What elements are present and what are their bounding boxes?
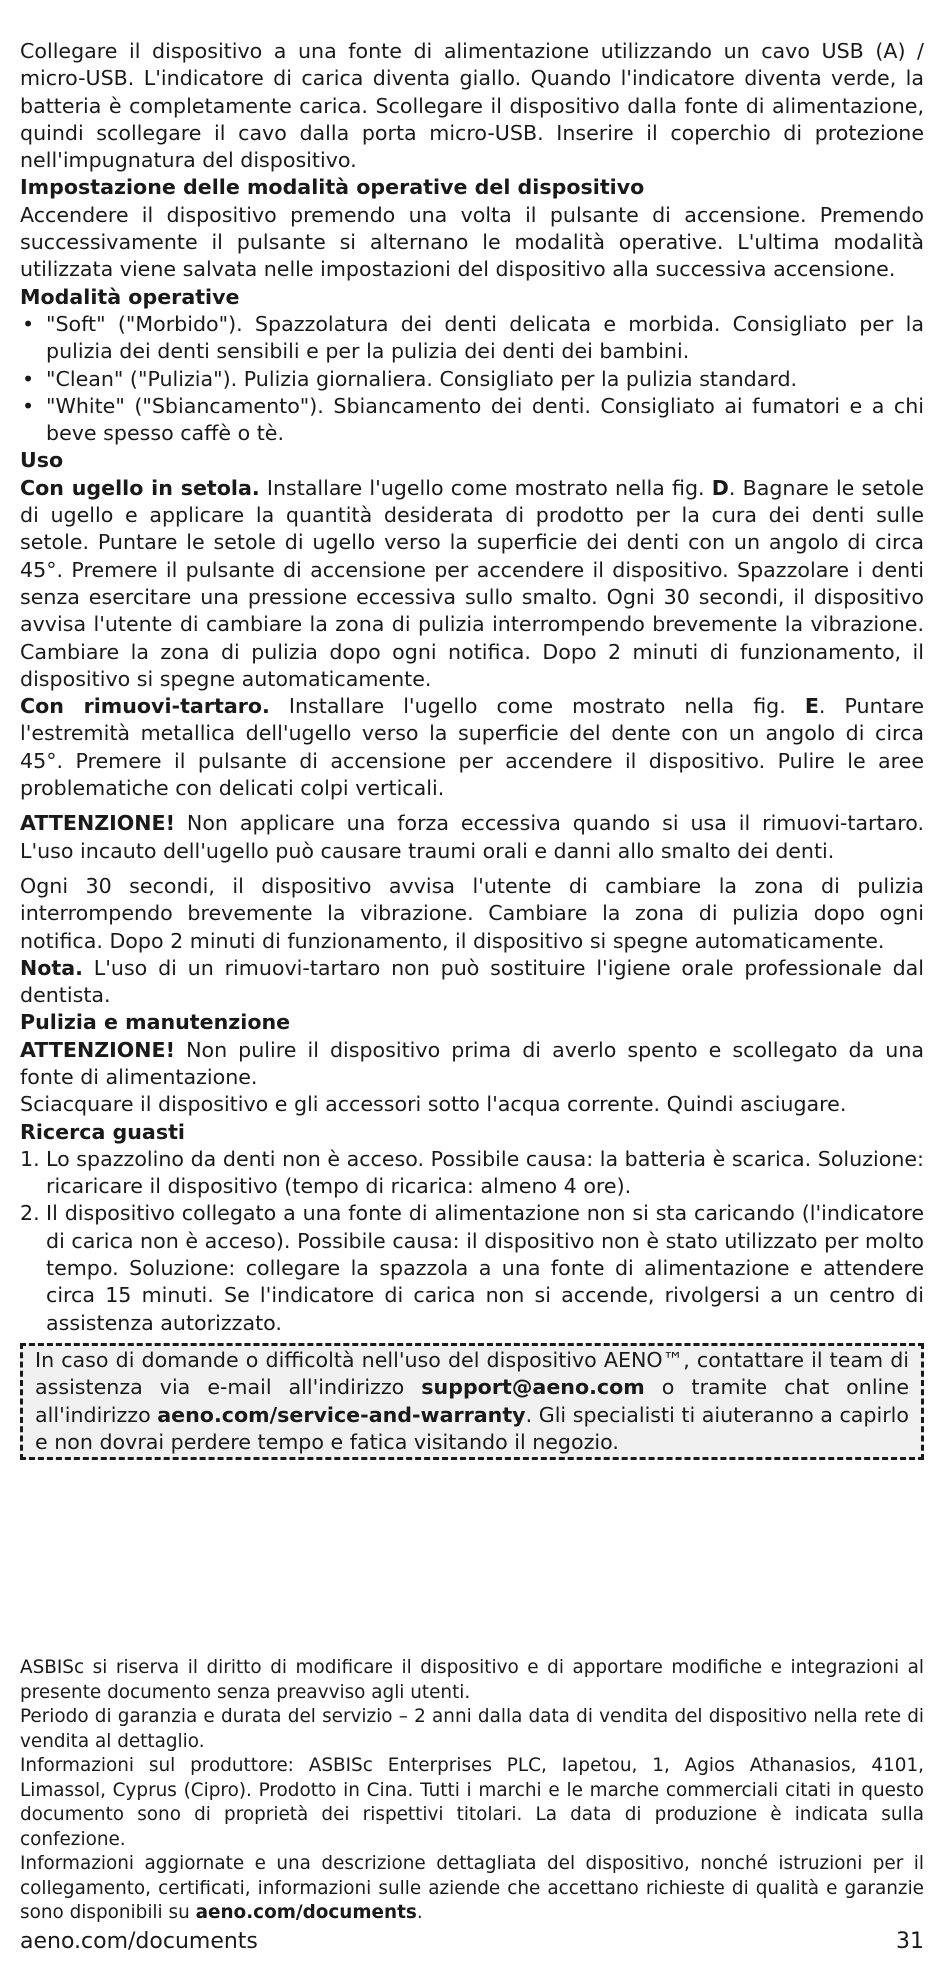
legal-info xyxy=(20,1656,924,1926)
scaler-warning-paragraph xyxy=(20,810,924,865)
charging-paragraph: Collegare il dispositivo a una fonte di alimentazione utilizzando un cavo USB (A) / micro-USB. L'indicatore di carica diventa giallo. Quando l'indicatore diventa verde, la batteria è completamente carica. Scollegare il dispositivo dalla fonte di alimentazione, quindi scollegare il cavo dalla porta micro-USB. Inserire il coperchio di protezione nell'impugnatura del dispositivo. xyxy=(20,39,924,173)
modes-list xyxy=(20,311,924,447)
figure-e-ref: E xyxy=(804,694,819,719)
support-text-1: In caso di domande o difficoltà nell'uso del dispositivo AENO™, contattare il team di assistenza via e-mail all'indirizzo xyxy=(35,1347,909,1400)
manual-content xyxy=(20,38,924,1460)
legal-documents-end: . xyxy=(416,1902,423,1923)
cleaning-warning-paragraph xyxy=(20,1037,924,1092)
cleaning-paragraph: Sciacquare il dispositivo e gli accessori sotto l'acqua corrente. Quindi asciugare. xyxy=(20,1092,847,1117)
troubleshooting-list xyxy=(20,1146,924,1337)
scaler-nozzle-paragraph xyxy=(20,693,924,802)
mode-item-clean: • "Clean" ("Pulizia"). Pulizia giornaliera. Consigliato per la pulizia standard. xyxy=(20,366,924,393)
legal-paragraph-documents xyxy=(20,1852,924,1926)
troubleshooting-item xyxy=(20,1146,924,1201)
item-number: 1. xyxy=(20,1146,40,1171)
bristle-nozzle-label: Con ugello in setola. xyxy=(20,475,260,500)
troubleshooting-item xyxy=(20,1200,924,1336)
interval-paragraph: Ogni 30 secondi, il dispositivo avvisa l'utente di cambiare la zona di pulizia interrompendo brevemente la vibrazione. Cambiare la zona di pulizia dopo ogni notifica. Dopo 2 minuti di funzionamento, il dispositivo si spegne automaticamente. xyxy=(20,873,924,953)
item-text: Il dispositivo collegato a una fonte di alimentazione non si sta caricando (l'indicatore di carica non è acceso). Possibile causa: il dispositivo non è stato utilizzato per molto tempo. Soluzione: collegare la spazzola a una fonte di alimentazione e attendere circa 15 minuti. Se l'indicatore di carica non si accende, rivolgersi a un centro di assistenza autorizzato. xyxy=(46,1201,924,1335)
legal-paragraph-manufacturer: Informazioni sul produttore: ASBISc Enterprises PLC, Iapetou, 1, Agios Athanasios, 4101, Limassol, Cyprus (Cipro). Prodotto in Cina. Tutti i marchi e le marche commerciali citati in questo documento sono di proprietà dei rispettivi titolari. La data di produzione è indicata sulla confezione. xyxy=(20,1755,924,1850)
mode-item-white: • "White" ("Sbiancamento"). Sbiancamento dei denti. Consigliato ai fumatori e a chi beve spesso caffè o tè. xyxy=(20,393,924,448)
item-text: Lo spazzolino da denti non è acceso. Possibile causa: la batteria è scarica. Soluzione: ricaricare il dispositivo (tempo di ricarica: almeno 4 ore). xyxy=(46,1146,924,1199)
support-notice-box xyxy=(20,1343,924,1460)
bristle-text-1: Installare l'ugello come mostrato nella fig. xyxy=(259,475,712,500)
warning-label: ATTENZIONE! xyxy=(20,811,176,836)
mode-item-soft: • "Soft" ("Morbido"). Spazzolatura dei denti delicata e morbida. Consigliato per la pulizia dei denti sensibili e per la pulizia dei denti dei bambini. xyxy=(20,311,924,366)
scaler-nozzle-label: Con rimuovi-tartaro. xyxy=(20,694,270,719)
page-number: 31 xyxy=(896,1929,924,1954)
troubleshooting-heading: Ricerca guasti xyxy=(20,1119,185,1144)
bristle-text-2: . Bagnare le setole di ugello e applicare la quantità desiderata di prodotto per la cura dei denti sulle setole. Puntare le setole di ugello verso la superficie dei denti con un angolo di circa 45°. Premere il pulsante di accensione per accendere il dispositivo. Spazzolare i denti senza esercitare una pressione eccessiva sullo smalto. Ogni 30 secondi, il dispositivo avvisa l'utente di cambiare la zona di pulizia interrompendo brevemente la vibrazione. Cambiare la zona di pulizia dopo ogni notifica. Dopo 2 minuti di funzionamento, il dispositivo si spegne automaticamente. xyxy=(20,475,925,691)
documents-link[interactable]: aeno.com/documents xyxy=(195,1902,417,1923)
support-email-link[interactable]: support@aeno.com xyxy=(421,1375,645,1400)
legal-paragraph-modifications: ASBISc si riserva il diritto di modificare il dispositivo e di apportare modifiche e integrazioni al presente documento senza preavviso agli utenti. xyxy=(20,1657,924,1703)
cleaning-warning-label: ATTENZIONE! xyxy=(20,1037,176,1062)
usage-heading: Uso xyxy=(20,448,64,473)
cleaning-heading: Pulizia e manutenzione xyxy=(20,1010,291,1035)
scaler-warning-text: Non applicare una forza eccessiva quando si usa il rimuovi-tartaro. L'uso incauto dell'ugello può causare traumi orali e danni allo smalto dei denti. xyxy=(20,811,924,863)
legal-paragraph-warranty: Periodo di garanzia e durata del servizio – 2 anni dalla data di vendita del dispositivo nella rete di vendita al dettaglio. xyxy=(20,1706,924,1752)
modes-setup-paragraph: Accendere il dispositivo premendo una volta il pulsante di accensione. Premendo successivamente il pulsante si alternano le modalità operative. L'ultima modalità utilizzata viene salvata nelle impostazioni del dispositivo alla successiva accensione. xyxy=(20,202,924,282)
item-number: 2. xyxy=(20,1201,40,1226)
support-text-3: . Gli specialisti ti aiuteranno a capirlo e non dovrai perdere tempo e fatica visitando il negozio. xyxy=(35,1402,909,1454)
footer-site-link[interactable]: aeno.com/documents xyxy=(20,1929,258,1954)
scaler-text-1: Installare l'ugello come mostrato nella fig. xyxy=(269,694,805,719)
modes-heading: Modalità operative xyxy=(20,284,240,309)
note-text: L'uso di un rimuovi-tartaro non può sostituire l'igiene orale professionale dal dentista. xyxy=(20,955,924,1008)
legal-documents-text: Informazioni aggiornate e una descrizione dettagliata del dispositivo, nonché istruzioni per il collegamento, certificati, informazioni sulle aziende che accettano richieste di qualità e garanzie sono disponibili su xyxy=(20,1853,924,1923)
support-text-2: o tramite chat online all'indirizzo xyxy=(35,1375,909,1427)
note-label: Nota. xyxy=(20,955,83,980)
cleaning-warning-text: Non pulire il dispositivo prima di averlo spento e scollegato da una fonte di alimentazione. xyxy=(20,1037,924,1089)
figure-d-ref: D xyxy=(711,475,729,500)
scaler-text-2: . Puntare l'estremità metallica dell'ugello verso la superficie del dente con un angolo di circa 45°. Premere il pulsante di accensione per accendere il dispositivo. Pulire le aree problematiche con delicati colpi verticali. xyxy=(20,694,925,801)
bristle-nozzle-paragraph xyxy=(20,475,924,693)
note-paragraph xyxy=(20,955,924,1010)
service-warranty-link[interactable]: aeno.com/service-and-warranty xyxy=(157,1402,526,1427)
modes-setup-heading: Impostazione delle modalità operative del dispositivo xyxy=(20,175,645,200)
page-footer xyxy=(20,1927,924,1957)
